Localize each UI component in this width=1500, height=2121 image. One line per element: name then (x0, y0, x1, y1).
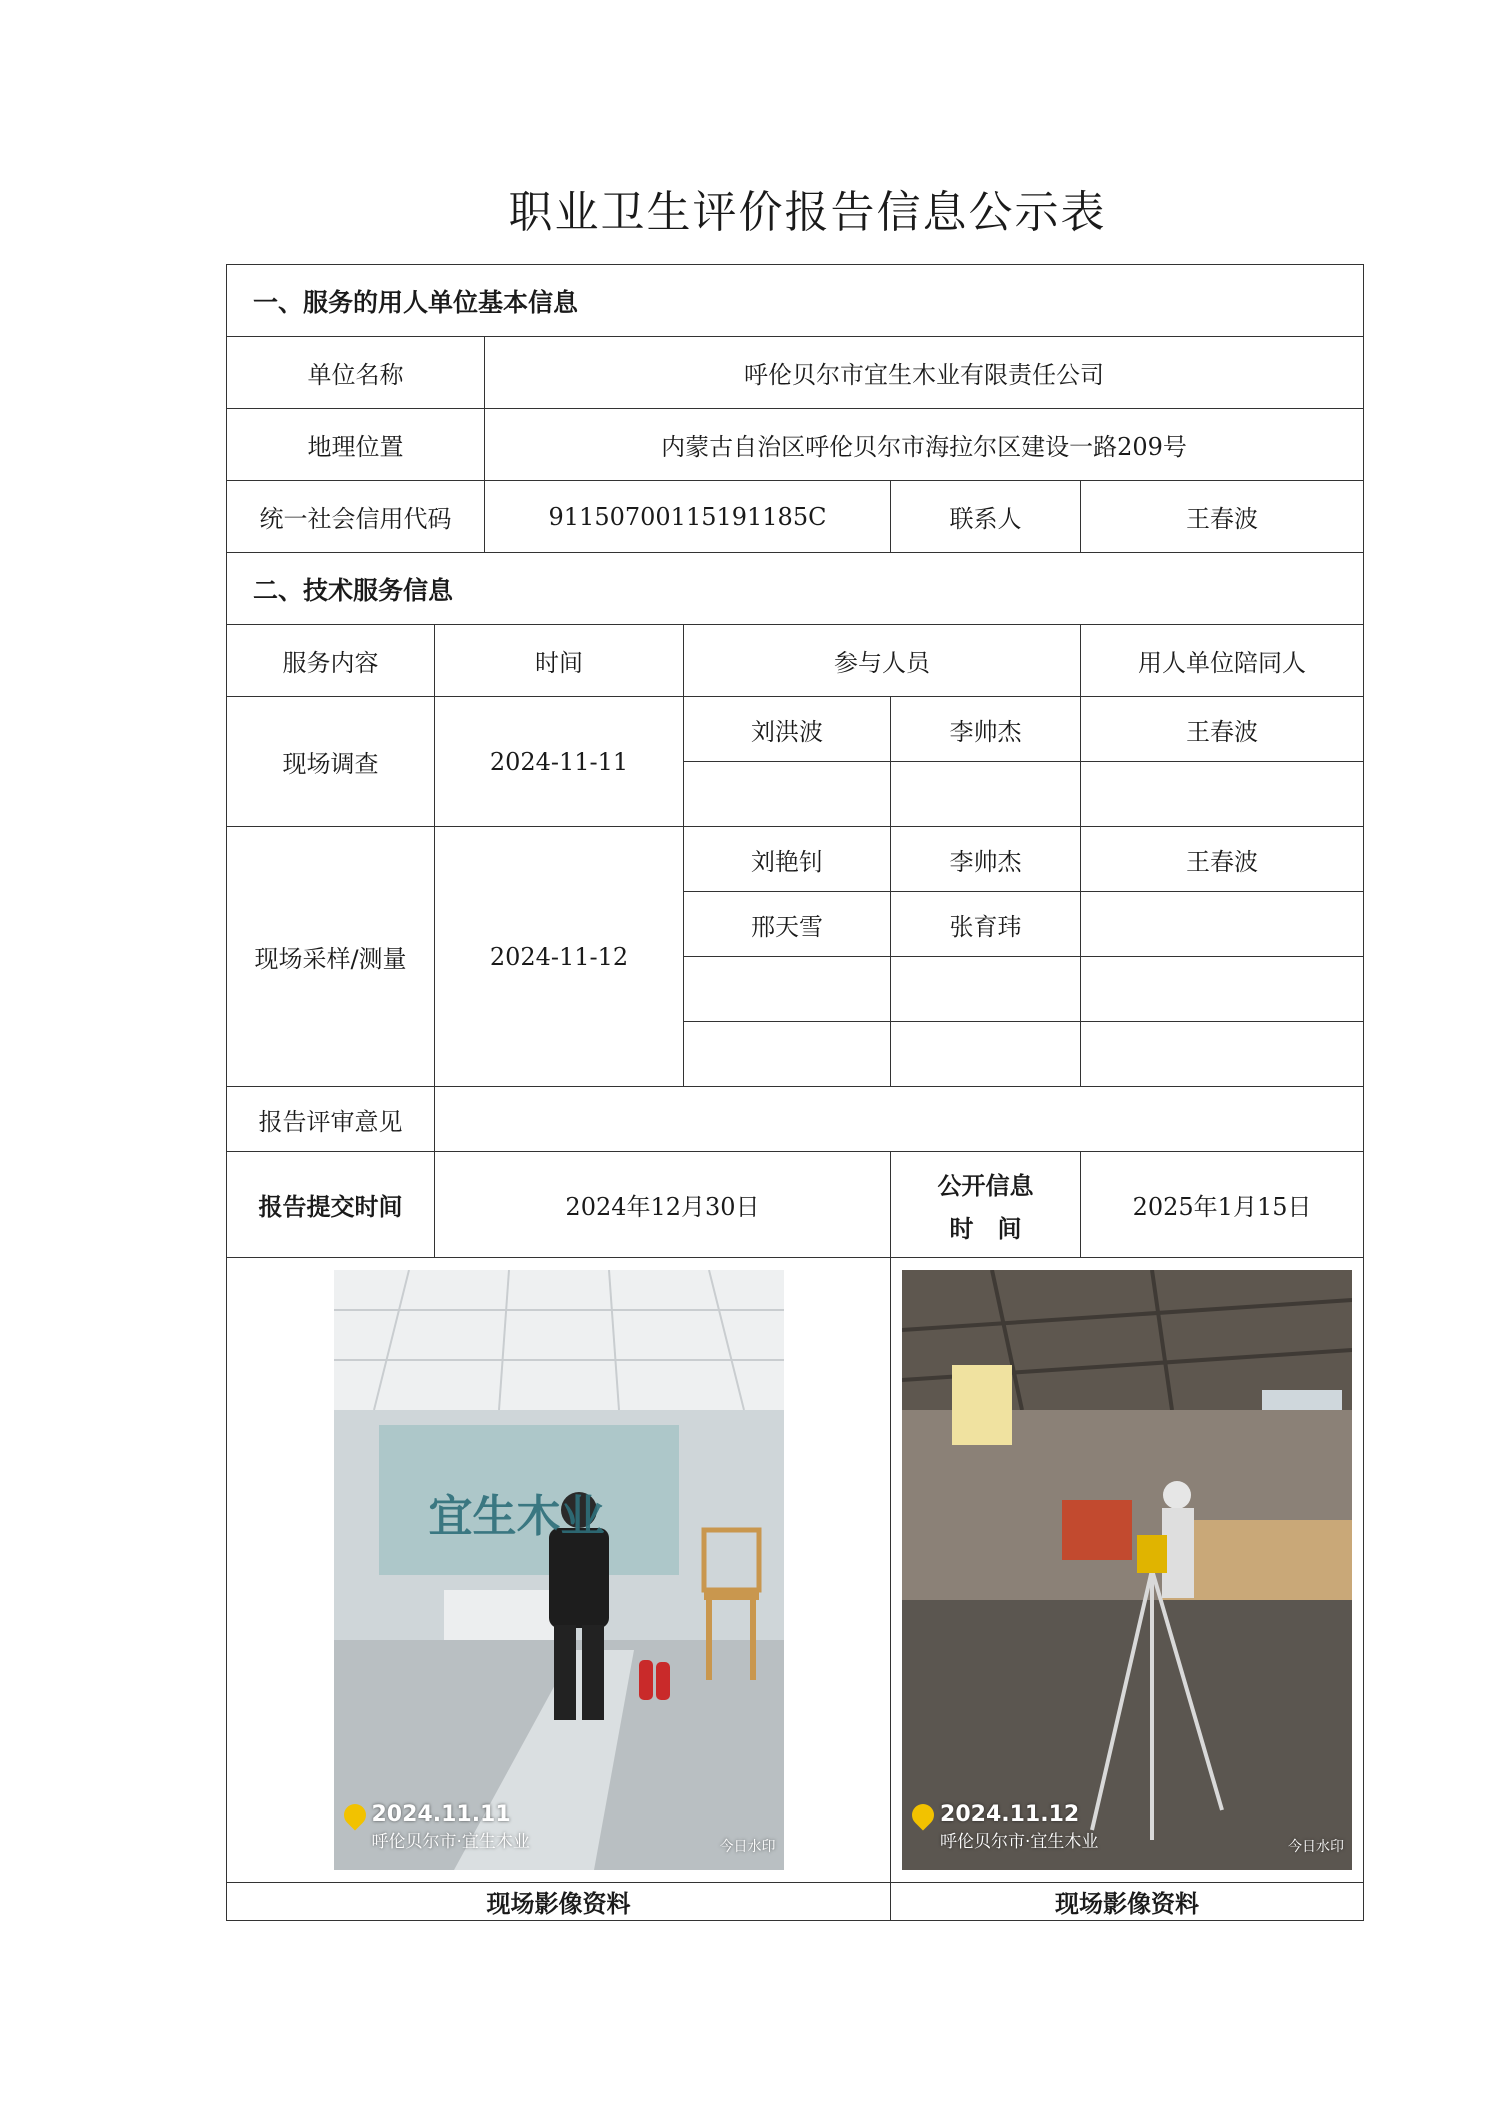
contact-label: 联系人 (891, 481, 1081, 553)
app-watermark: 今日水印 (719, 1839, 776, 1855)
photo-watermark (912, 1802, 1098, 1852)
sampling-companion (1081, 892, 1364, 957)
location-pin-icon (339, 1799, 370, 1830)
header-companion: 用人单位陪同人 (1081, 625, 1364, 697)
sampling-companion (1081, 1022, 1364, 1087)
submit-time-label: 报告提交时间 (227, 1152, 435, 1258)
sampling-label: 现场采样/测量 (227, 827, 435, 1087)
unit-name-label: 单位名称 (227, 337, 485, 409)
credit-code-label: 统一社会信用代码 (227, 481, 485, 553)
unit-name-value: 呼伦贝尔市宜生木业有限责任公司 (485, 337, 1364, 409)
photo-cell-workshop (891, 1258, 1364, 1883)
app-watermark: 今日水印 (1288, 1839, 1345, 1855)
watermark-place: 呼伦贝尔市·宜生木业 (371, 1832, 530, 1852)
company-sign: 宜生木业 (428, 1491, 605, 1542)
page-title: 职业卫生评价报告信息公示表 (508, 187, 1107, 238)
sampling-participant: 张育玮 (891, 892, 1081, 957)
review-value (435, 1087, 1364, 1152)
header-participants: 参与人员 (684, 625, 1081, 697)
office-photo (334, 1270, 784, 1870)
review-label: 报告评审意见 (227, 1087, 435, 1152)
survey-participant: 李帅杰 (891, 697, 1081, 762)
survey-participant (684, 762, 891, 827)
location-pin-icon (907, 1799, 938, 1830)
photo-watermark (344, 1802, 530, 1852)
public-time-label-line1: 公开信息 (937, 1171, 1034, 1200)
sampling-participant (891, 957, 1081, 1022)
sampling-participant: 邢天雪 (684, 892, 891, 957)
survey-participant: 刘洪波 (684, 697, 891, 762)
location-label: 地理位置 (227, 409, 485, 481)
location-value: 内蒙古自治区呼伦贝尔市海拉尔区建设一路209号 (485, 409, 1364, 481)
sampling-participant: 李帅杰 (891, 827, 1081, 892)
sampling-participant (684, 1022, 891, 1087)
survey-label: 现场调查 (227, 697, 435, 827)
sampling-participant (684, 957, 891, 1022)
survey-companion (1081, 762, 1364, 827)
survey-companion: 王春波 (1081, 697, 1364, 762)
submit-time-value: 2024年12月30日 (435, 1152, 891, 1258)
header-time: 时间 (435, 625, 684, 697)
contact-value: 王春波 (1081, 481, 1364, 553)
section1-heading: 一、服务的用人单位基本信息 (227, 265, 1364, 337)
survey-date: 2024-11-11 (435, 697, 684, 827)
office-scene-graphic (334, 1270, 784, 1870)
workshop-scene-graphic (902, 1270, 1352, 1870)
sampling-participant: 刘艳钊 (684, 827, 891, 892)
public-time-label-line2: 时 间 (949, 1214, 1022, 1243)
info-table (226, 264, 1364, 1921)
photo-cell-office (227, 1258, 891, 1883)
sampling-date: 2024-11-12 (435, 827, 684, 1087)
sampling-participant (891, 1022, 1081, 1087)
public-time-value: 2025年1月15日 (1081, 1152, 1364, 1258)
watermark-date: 2024.11.12 (940, 1802, 1080, 1827)
watermark-place: 呼伦贝尔市·宜生木业 (940, 1832, 1099, 1852)
public-time-label (891, 1152, 1081, 1258)
photo-caption: 现场影像资料 (891, 1883, 1364, 1921)
sampling-companion (1081, 957, 1364, 1022)
watermark-date: 2024.11.11 (371, 1802, 511, 1827)
photo-caption: 现场影像资料 (227, 1883, 891, 1921)
survey-participant (891, 762, 1081, 827)
workshop-photo (902, 1270, 1352, 1870)
sampling-companion: 王春波 (1081, 827, 1364, 892)
section2-heading: 二、技术服务信息 (227, 553, 1364, 625)
credit-code-value: 91150700115191185C (485, 481, 891, 553)
header-content: 服务内容 (227, 625, 435, 697)
